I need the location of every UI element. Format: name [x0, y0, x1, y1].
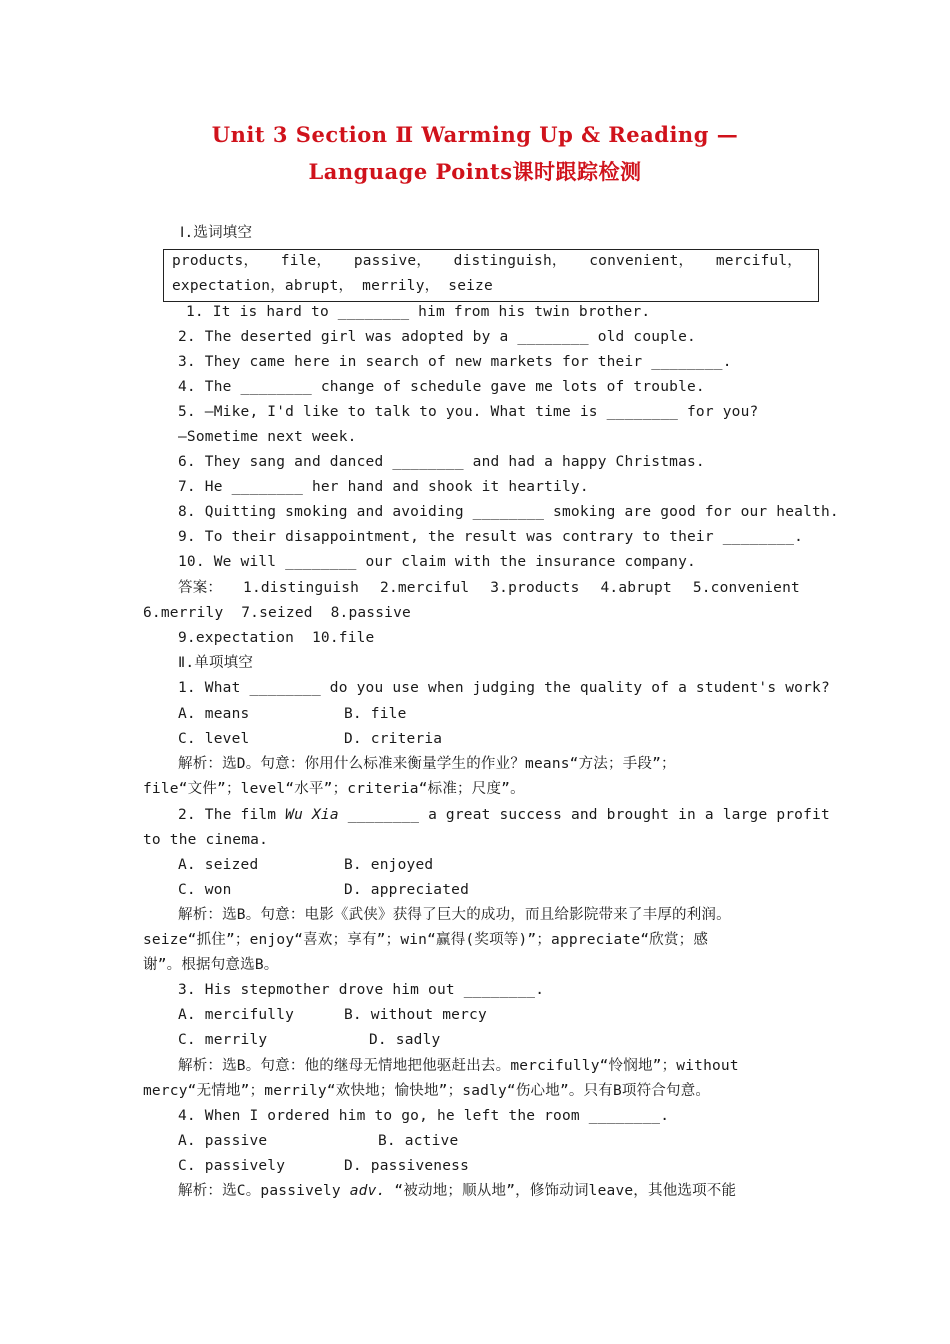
mc-q3-option-d: D. sadly	[369, 1032, 441, 1048]
answer-item: 7.seized	[241, 605, 313, 621]
mc-question-2-cont: to the cinema.	[143, 832, 269, 848]
mc-question-2	[178, 805, 830, 825]
mc-q4-option-b: B. active	[378, 1133, 459, 1149]
page-title-line1: Unit 3 Section Ⅱ Warming Up & Reading —	[211, 122, 739, 147]
fill-question-9: 9. To their disappointment, the result was contrary to their ________.	[178, 529, 804, 545]
word-box-row1	[172, 251, 802, 271]
answer-item: 10.file	[311, 630, 375, 646]
mc-q4-option-c: C. passively	[178, 1158, 286, 1174]
fill-question-1: 1. It is hard to ________ him from his twin brother.	[186, 304, 651, 320]
answer-item: 9.expectation	[178, 630, 295, 646]
page-title-line2: Language Points课时跟踪检测	[308, 159, 642, 184]
mc-q4-exp-start: 解析：选C。passively	[178, 1183, 350, 1199]
word-box	[163, 249, 819, 302]
word-item: passive，	[353, 253, 432, 269]
mc-q3-option-b: B. without mercy	[344, 1007, 487, 1023]
fill-question-5-reply: —Sometime next week.	[178, 429, 357, 445]
mc-q1-option-a: A. means	[178, 706, 250, 722]
word-item: merciful，	[715, 253, 802, 269]
mc-q2-explanation-end: 谢”。根据句意选B。	[143, 957, 279, 973]
word-item: distinguish，	[453, 253, 567, 269]
word-item: products，	[172, 253, 259, 269]
mc-q4-option-d: D. passiveness	[344, 1158, 470, 1174]
mc-q3-option-a: A. mercifully	[178, 1007, 295, 1023]
mc-q2-explanation-cont: seize“抓住”；enjoy“喜欢；享有”；win“赢得(奖项等)”；appreciate“欣赏；感	[143, 932, 709, 948]
mc-q2-option-b: B. enjoyed	[344, 857, 434, 873]
film-title: Wu Xia	[285, 807, 339, 823]
word-item: convenient，	[589, 253, 694, 269]
mc-q1-explanation-cont: file“文件”；level“水平”；criteria“标准；尺度”。	[143, 781, 525, 797]
answer-item: 4.abrupt	[600, 580, 672, 596]
answer-line-1	[178, 578, 800, 598]
mc-question-3: 3. His stepmother drove him out ________.	[178, 982, 545, 998]
mc-q4-exp-end: “被动地；顺从地”，修饰动词leave，其他选项不能	[385, 1183, 737, 1199]
mc-q3-explanation-cont: mercy“无情地”；merrily“欢快地；愉快地”；sadly“伤心地”。只有B项符合句意。	[143, 1083, 711, 1099]
answer-item: 6.merrily	[143, 605, 224, 621]
answer-item: 3.products	[490, 580, 580, 596]
mc-q3-explanation: 解析：选B。句意：他的继母无情地把他驱赶出去。mercifully“怜悯地”；without	[178, 1058, 739, 1074]
fill-question-7: 7. He ________ her hand and shook it heartily.	[178, 479, 589, 495]
mc-q2-option-d: D. appreciated	[344, 882, 470, 898]
mc-q4-option-a: A. passive	[178, 1133, 268, 1149]
answer-line-3	[178, 628, 374, 648]
word-item: file，	[280, 253, 332, 269]
section1-heading: Ⅰ.选词填空	[180, 225, 253, 241]
mc-q2-stem-start: 2. The film	[178, 807, 286, 823]
answer-item: 8.passive	[330, 605, 411, 621]
fill-question-3: 3. They came here in search of new markets for their ________.	[178, 354, 732, 370]
section2-heading: Ⅱ.单项填空	[178, 655, 254, 671]
mc-q1-option-b: B. file	[344, 706, 407, 722]
mc-q3-option-c: C. merrily	[178, 1032, 268, 1048]
mc-q2-option-c: C. won	[178, 882, 232, 898]
mc-q1-option-c: C. level	[178, 731, 250, 747]
part-of-speech: adv.	[349, 1183, 386, 1199]
mc-q2-stem-end: ________ a great success and brought in a large profit	[338, 807, 830, 823]
fill-question-8: 8. Quitting smoking and avoiding ________ smoking are good for our health.	[178, 504, 839, 520]
mc-question-1: 1. What ________ do you use when judging the quality of a student's work?	[178, 680, 830, 696]
answer-item: 5.convenient	[692, 580, 800, 596]
mc-q4-explanation	[178, 1181, 736, 1201]
mc-q2-explanation: 解析：选B。句意：电影《武侠》获得了巨大的成功，而且给影院带来了丰厚的利润。	[178, 907, 731, 923]
answer-line-2	[143, 603, 411, 623]
answer-item: 1.distinguish	[243, 580, 360, 596]
mc-q2-option-a: A. seized	[178, 857, 259, 873]
fill-question-10: 10. We will ________ our claim with the insurance company.	[178, 554, 696, 570]
fill-question-4: 4. The ________ change of schedule gave me lots of trouble.	[178, 379, 705, 395]
answer-label: 答案：	[178, 580, 223, 596]
answer-item: 2.merciful	[380, 580, 470, 596]
mc-q1-explanation: 解析：选D。句意：你用什么标准来衡量学生的作业？means“方法；手段”；	[178, 756, 676, 772]
fill-question-2: 2. The deserted girl was adopted by a ________ old couple.	[178, 329, 696, 345]
mc-q1-option-d: D. criteria	[344, 731, 443, 747]
word-box-row2: expectation，abrupt， merrily， seize	[172, 278, 493, 294]
fill-question-5: 5. —Mike, I'd like to talk to you. What time is ________ for you?	[178, 404, 759, 420]
fill-question-6: 6. They sang and danced ________ and had a happy Christmas.	[178, 454, 705, 470]
mc-question-4: 4. When I ordered him to go, he left the room ________.	[178, 1108, 670, 1124]
